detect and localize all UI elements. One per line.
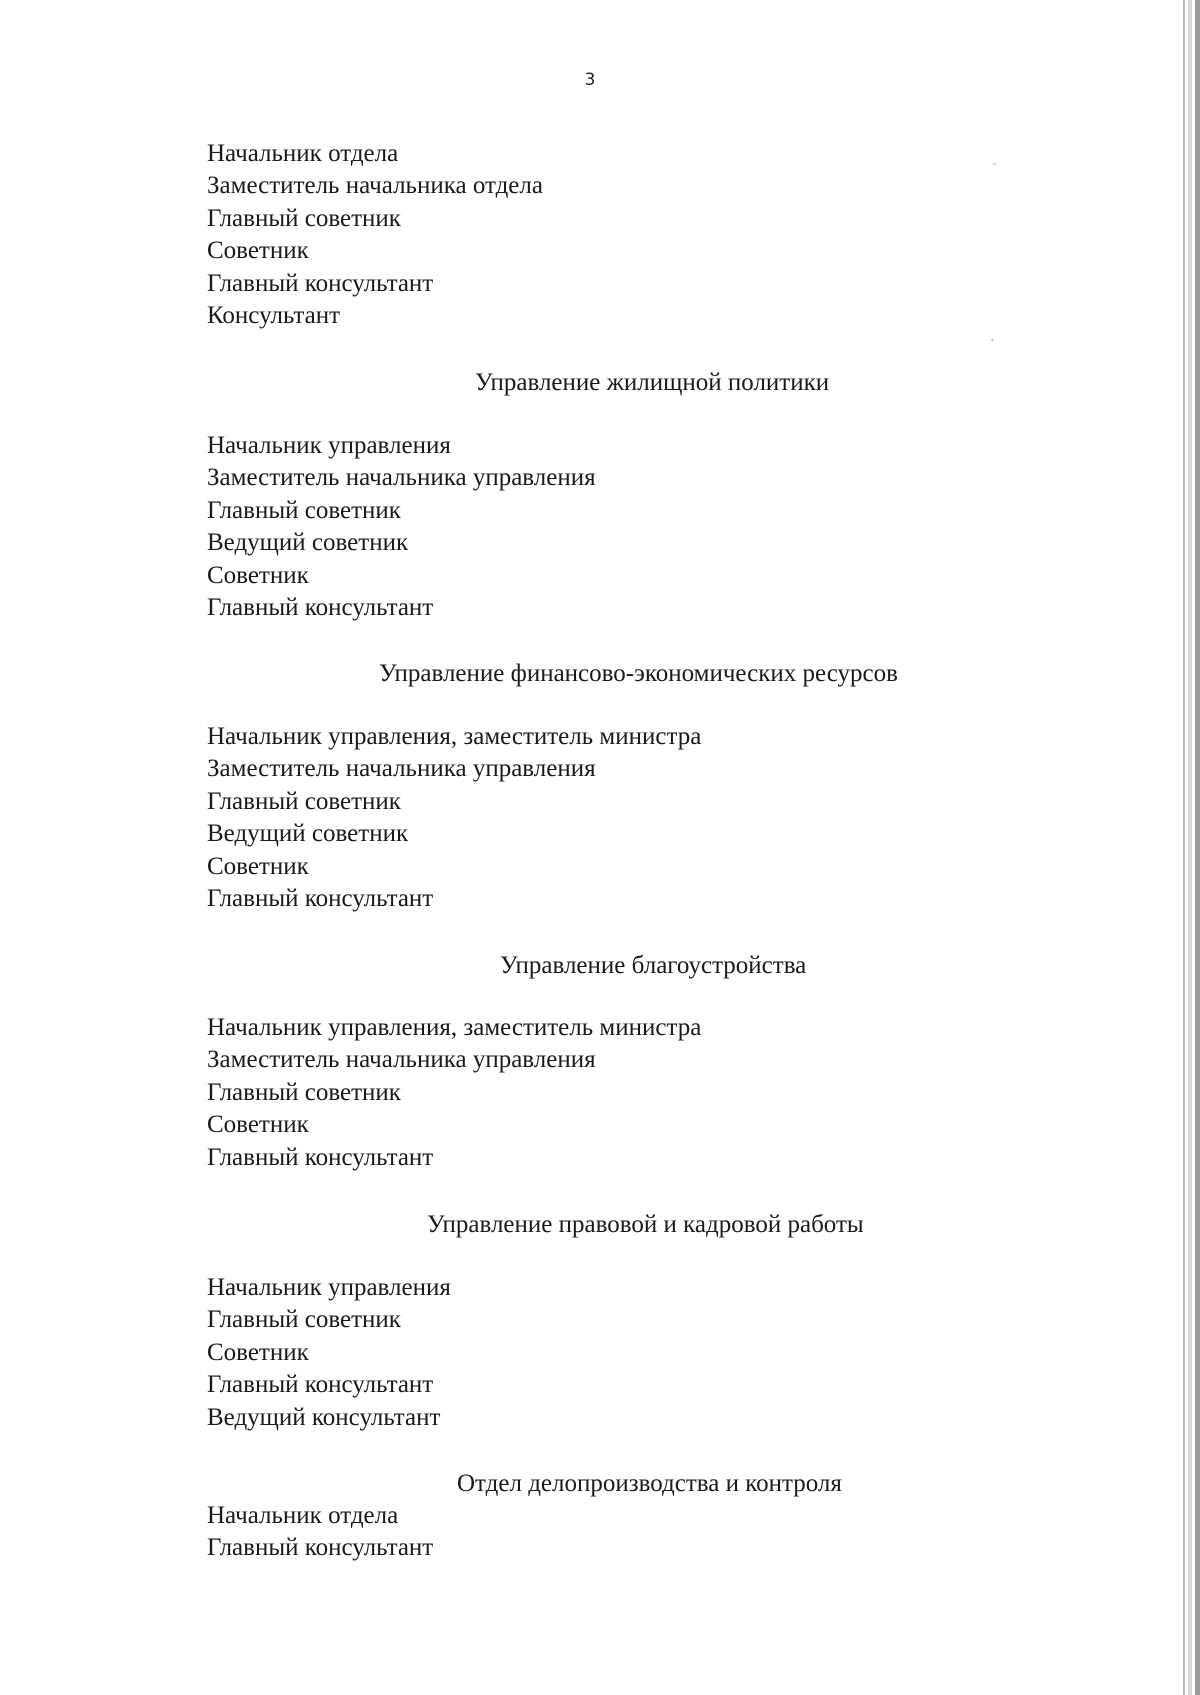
position-item: Заместитель начальника управления: [207, 1046, 596, 1074]
page-number: 3: [584, 70, 596, 90]
scan-edge-line: [1183, 0, 1185, 1695]
position-list: [207, 430, 1007, 624]
position-list: [207, 1272, 1007, 1434]
position-item: Заместитель начальника отдела: [207, 172, 543, 200]
position-item: Советник: [207, 852, 309, 880]
position-item: Заместитель начальника управления: [207, 755, 596, 783]
position-item: Главный советник: [207, 496, 401, 524]
scan-edge-line: [1195, 0, 1200, 1695]
position-item: Заместитель начальника управления: [207, 464, 596, 492]
position-item: Советник: [207, 561, 309, 589]
position-item: Главный советник: [207, 1306, 401, 1334]
position-item: Главный консультант: [207, 1371, 434, 1399]
position-item: Советник: [207, 1111, 309, 1139]
position-item: Главный консультант: [207, 269, 434, 297]
position-item: Главный консультант: [207, 1143, 434, 1171]
position-item: Главный консультант: [207, 1534, 434, 1562]
position-item: Начальник управления: [207, 1274, 451, 1301]
position-item: Начальник управления, заместитель министра: [207, 1014, 702, 1041]
position-list: [207, 1500, 1007, 1565]
position-item: Советник: [207, 1338, 309, 1366]
scan-edge-line: [1188, 0, 1192, 1695]
position-item: Ведущий консультант: [207, 1403, 441, 1431]
position-item: Главный консультант: [207, 594, 434, 622]
position-item: Консультант: [207, 302, 341, 330]
position-list: [207, 721, 1007, 915]
position-list: [207, 1012, 1007, 1174]
position-item: Начальник отдела: [207, 140, 399, 167]
position-item: Главный советник: [207, 204, 401, 232]
position-item: Начальник управления, заместитель министра: [207, 723, 702, 750]
position-item: Начальник отдела: [207, 1502, 399, 1529]
scan-speck: [991, 339, 994, 341]
position-item: Главный консультант: [207, 885, 434, 913]
position-item: Главный советник: [207, 787, 401, 815]
position-item: Ведущий советник: [207, 529, 409, 557]
position-item: Ведущий советник: [207, 820, 409, 848]
section-heading: Управление жилищной политики: [475, 369, 830, 396]
position-item: Начальник управления: [207, 432, 451, 459]
section-heading: Отдел делопроизводства и контроля: [457, 1470, 842, 1497]
section-heading: Управление финансово-экономических ресурсов: [379, 660, 898, 687]
position-item: Главный советник: [207, 1078, 401, 1106]
section-heading: Управление правовой и кадровой работы: [427, 1211, 864, 1238]
position-item: Советник: [207, 237, 309, 265]
section-heading: Управление благоустройства: [500, 952, 807, 979]
scan-speck: [993, 163, 996, 165]
position-list: [207, 138, 1007, 332]
